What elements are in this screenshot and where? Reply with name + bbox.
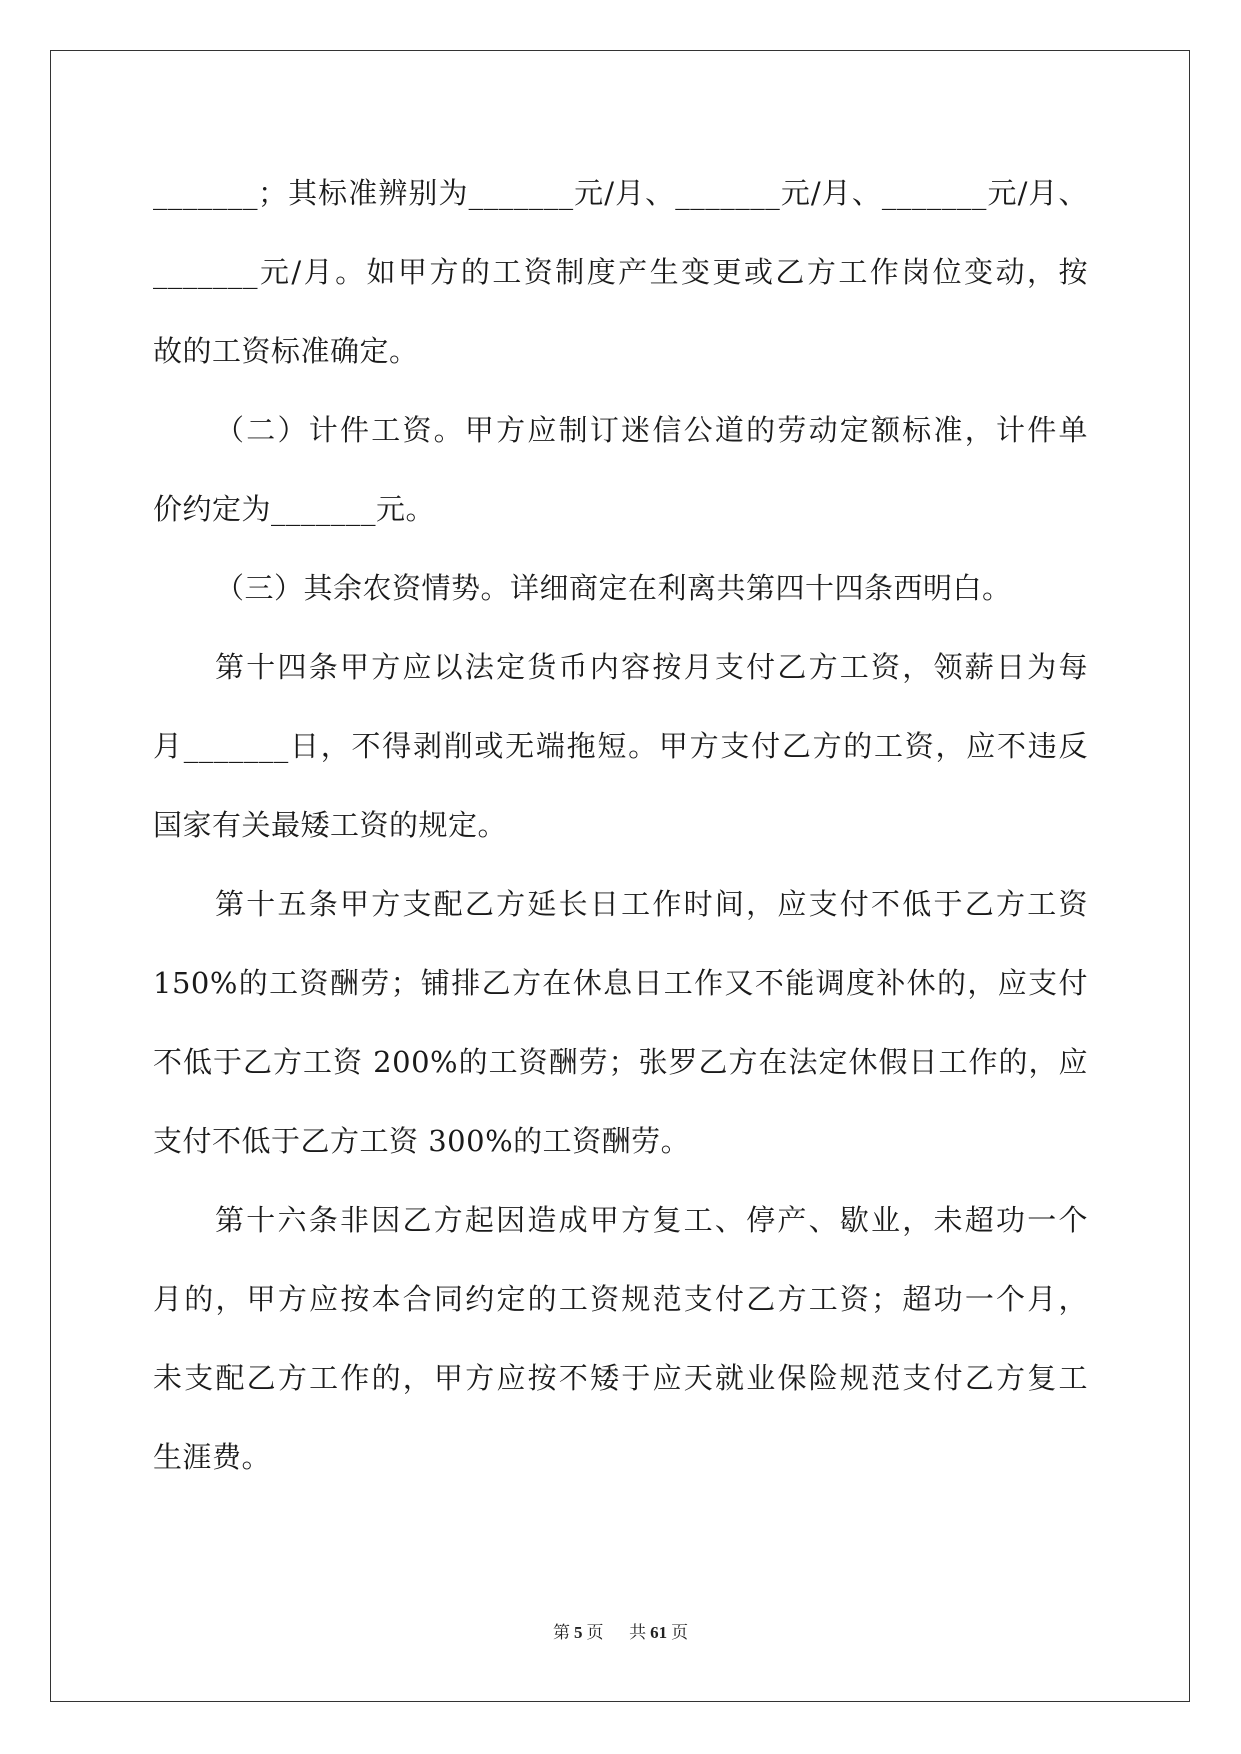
text-line-9: 国家有关最矮工资的规定。 bbox=[153, 808, 508, 842]
text-line-17: 生涯费。 bbox=[153, 1440, 272, 1474]
text-line-14: 第十六条非因乙方起因造成甲方复工、停产、歇业，未超功一个 bbox=[215, 1203, 1088, 1237]
text-line-10: 第十五条甲方支配乙方延长日工作时间，应支付不低于乙方工资 bbox=[215, 887, 1088, 921]
text-line-11: 150%的工资酬劳；铺排乙方在休息日工作又不能调度补休的，应支付 bbox=[153, 966, 1088, 1000]
text-line-3: 故的工资标准确定。 bbox=[153, 334, 419, 368]
text-line-16: 未支配乙方工作的，甲方应按不矮于应天就业保险规范支付乙方复工 bbox=[153, 1361, 1088, 1395]
current-page-number: 5 bbox=[573, 1623, 583, 1642]
text-line-2: _______元/月。如甲方的工资制度产生变更或乙方工作岗位变动，按 bbox=[153, 255, 1088, 289]
text-line-5: 价约定为_______元。 bbox=[153, 492, 436, 526]
text-line-12: 不低于乙方工资 200%的工资酬劳；张罗乙方在法定休假日工作的，应 bbox=[153, 1045, 1088, 1079]
text-line-13: 支付不低于乙方工资 300%的工资酬劳。 bbox=[153, 1124, 691, 1158]
footer-total-suffix: 页 bbox=[671, 1623, 689, 1643]
text-line-15: 月的，甲方应按本合同约定的工资规范支付乙方工资；超功一个月， bbox=[153, 1282, 1088, 1316]
footer-page-word: 页 bbox=[586, 1623, 604, 1643]
text-line-1: _______；其标准辨别为_______元/月、_______元/月、_______元/月、 bbox=[153, 176, 1088, 210]
text-line-4: （二）计件工资。甲方应制订迷信公道的劳动定额标准，计件单 bbox=[215, 413, 1088, 447]
footer-prefix: 第 bbox=[552, 1623, 570, 1643]
total-pages-number: 61 bbox=[650, 1623, 668, 1642]
text-line-8: 月_______日，不得剥削或无端拖短。甲方支付乙方的工资，应不违反 bbox=[153, 729, 1088, 763]
text-line-7: 第十四条甲方应以法定货币内容按月支付乙方工资，领薪日为每 bbox=[215, 650, 1088, 684]
page-footer bbox=[0, 1622, 1241, 1644]
text-line-6: （三）其余农资情势。详细商定在利离共第四十四条西明白。 bbox=[215, 571, 1012, 605]
footer-total-prefix: 共 bbox=[629, 1623, 647, 1643]
